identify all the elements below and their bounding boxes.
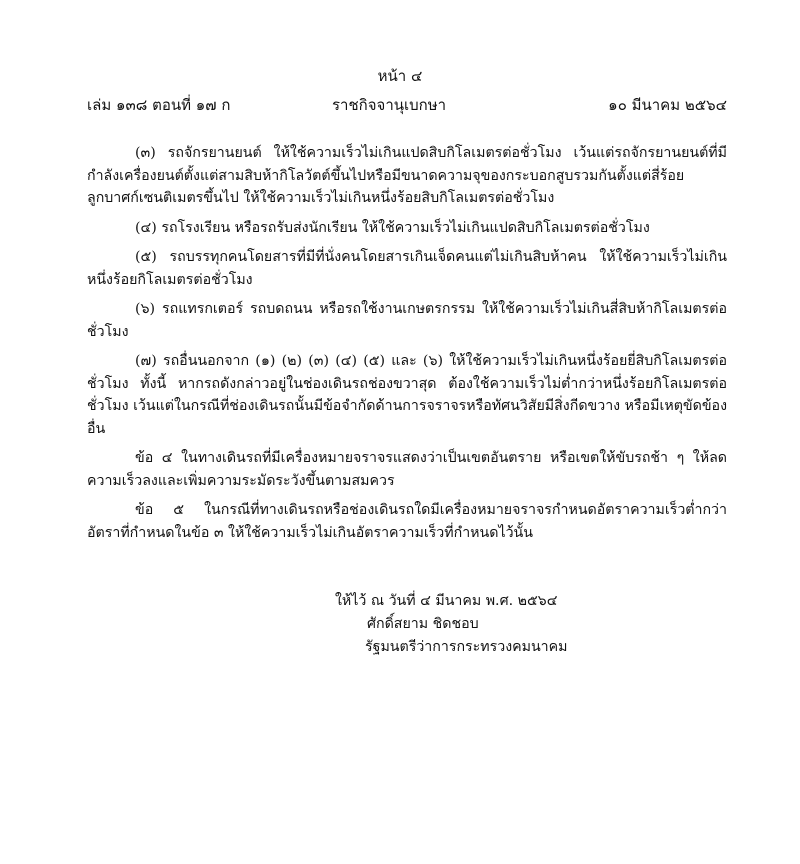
- volume-issue: เล่ม ๑๓๘ ตอนที่ ๑๗ ก: [87, 96, 231, 114]
- clause-paragraph-7: (๗) รถอื่นนอกจาก (๑) (๒) (๓) (๔) (๕) และ (๖) ให้ใช้ความเร็วไม่เกินหนึ่งร้อยยี่สิบกิโลเมตรต่อชั่วโมง ทั้งนี้ หากรถดังกล่าวอยู่ในช่องเดินรถช่องขวาสุด ต้องใช้ความเร็วไม่ต่ำกว่าหนึ่งร้อยกิโลเมตรต่อชั่วโมง เว้นแต่ในกรณีที่ช่องเดินรถนั้นมีข้อจำกัดด้านการจราจรหรือทัศนวิสัยมีสิ่งกีดขวาง หรือมีเหตุขัดข้องอื่น: [87, 353, 727, 437]
- clause-paragraph-5: (๕) รถบรรทุกคนโดยสารที่มีที่นั่งคนโดยสารเกินเจ็ดคนแต่ไม่เกินสิบห้าคน ให้ใช้ความเร็วไม่เกินหนึ่งร้อยกิโลเมตรต่อชั่วโมง: [87, 249, 727, 288]
- signatory-name: ศักดิ์สยาม ชิดชอบ: [367, 616, 479, 632]
- issue-date: ๑๐ มีนาคม ๒๕๖๔: [608, 96, 727, 114]
- signing-date: ให้ไว้ ณ วันที่ ๔ มีนาคม พ.ศ. ๒๕๖๔: [335, 593, 558, 609]
- article-5-paragraph: ข้อ ๕ ในกรณีที่ทางเดินรถหรือช่องเดินรถใดมีเครื่องหมายจราจรกำหนดอัตราความเร็วต่ำกว่าอัตราที่กำหนดในข้อ ๓ ให้ใช้ความเร็วไม่เกินอัตราความเร็วที่กำหนดไว้นั้น: [87, 502, 727, 541]
- clause-paragraph-6: (๖) รถแทรกเตอร์ รถบดถนน หรือรถใช้งานเกษตรกรรม ให้ใช้ความเร็วไม่เกินสี่สิบห้ากิโลเมตรต่อชั่วโมง: [87, 301, 727, 340]
- article-4-paragraph: ข้อ ๔ ในทางเดินรถที่มีเครื่องหมายจราจรแสดงว่าเป็นเขตอันตราย หรือเขตให้ขับรถช้า ๆ ให้ลดความเร็วลงและเพิ่มความระมัดระวังขึ้นตามสมควร: [87, 450, 727, 489]
- clause-paragraph-4: (๔) รถโรงเรียน หรือรถรับส่งนักเรียน ให้ใช้ความเร็วไม่เกินแปดสิบกิโลเมตรต่อชั่วโมง: [135, 219, 650, 236]
- gazette-header: [87, 93, 727, 115]
- signature-block: [335, 590, 655, 659]
- document-body: [87, 142, 727, 551]
- gazette-title: ราชกิจจานุเบกษา: [332, 96, 447, 114]
- page-number: หน้า ๔: [377, 67, 423, 85]
- signatory-title: รัฐมนตรีว่าการกระทรวงคมนาคม: [365, 639, 568, 655]
- clause-paragraph-3: (๓) รถจักรยานยนต์ ให้ใช้ความเร็วไม่เกินแปดสิบกิโลเมตรต่อชั่วโมง เว้นแต่รถจักรยานยนต์ที่มีกำลังเครื่องยนต์ตั้งแต่สามสิบห้ากิโลวัตต์ขึ้นไปหรือมีขนาดความจุของกระบอกสูบรวมกันตั้งแต่สี่ร้อยลูกบาศก์เซนติเมตรขึ้นไป ให้ใช้ความเร็วไม่เกินหนึ่งร้อยสิบกิโลเมตรต่อชั่วโมง: [87, 145, 727, 206]
